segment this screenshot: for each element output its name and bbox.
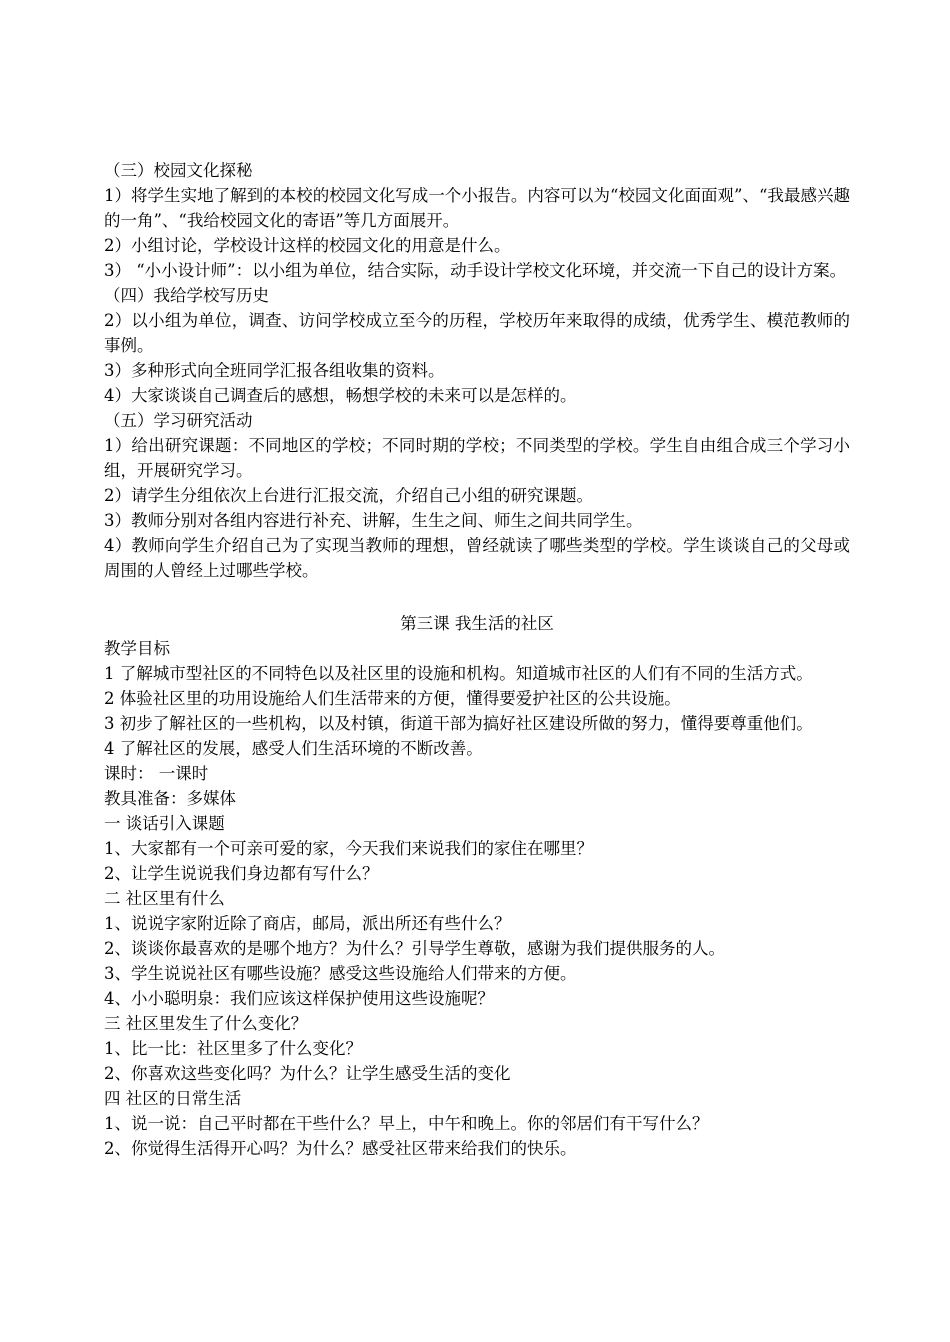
- paragraph-item: 1、比一比：社区里多了什么变化？: [104, 1039, 362, 1058]
- paragraph-item: 2、你喜欢这些变化吗？为什么？让学生感受生活的变化: [104, 1064, 511, 1083]
- heading-part-two: 二 社区里有什么: [104, 889, 225, 908]
- paragraph-item: 2）请学生分组依次上台进行汇报交流，介绍自己小组的研究课题。: [104, 486, 593, 505]
- paragraph-item: 4）教师向学生介绍自己为了实现当教师的理想，曾经就读了哪些类型的学校。学生谈谈自己的父母或周围的人曾经上过哪些学校。: [104, 536, 850, 580]
- heading-campus-culture: （三）校园文化探秘: [104, 161, 253, 180]
- lesson-title: 第三课 我生活的社区: [400, 614, 554, 633]
- heading-part-three: 三 社区里发生了什么变化？: [104, 1014, 308, 1033]
- document-page: [104, 158, 850, 1161]
- paragraph-item: 4）大家谈谈自己调查后的感想，畅想学校的未来可以是怎样的。: [104, 386, 577, 405]
- heading-research-activity: （五）学习研究活动: [104, 411, 253, 430]
- paragraph-item: 1 了解城市型社区的不同特色以及社区里的设施和机构。知道城市社区的人们有不同的生活方式。: [104, 664, 813, 683]
- heading-part-four: 四 社区的日常生活: [104, 1089, 242, 1108]
- heading-school-history: （四）我给学校写历史: [104, 286, 269, 305]
- paragraph-item: 1、大家都有一个可亲可爱的家，今天我们来说我们的家住在哪里？: [104, 839, 593, 858]
- paragraph-item: 4、小小聪明泉：我们应该这样保护使用这些设施呢？: [104, 989, 494, 1008]
- paragraph-item: 2）以小组为单位，调查、访问学校成立至今的历程，学校历年来取得的成绩，优秀学生、模范教师的事例。: [104, 311, 850, 355]
- section-spacer: [104, 583, 850, 611]
- paragraph-item: 4 了解社区的发展，感受人们生活环境的不断改善。: [104, 739, 483, 758]
- paragraph-item: 2）小组讨论，学校设计这样的校园文化的用意是什么。: [104, 236, 511, 255]
- paragraph-item: 3、学生说说社区有哪些设施？感受这些设施给人们带来的方便。: [104, 964, 577, 983]
- paragraph-item: 2 体验社区里的功用设施给人们生活带来的方便，懂得要爱护社区的公共设施。: [104, 689, 681, 708]
- paragraph-item: 3） “小小设计师”：以小组为单位，结合实际，动手设计学校文化环境，并交流一下自己的设计方案。: [104, 261, 847, 280]
- heading-teaching-goals: 教学目标: [104, 639, 170, 658]
- paragraph-item: 1、说一说：自己平时都在干些什么？早上，中午和晚上。你的邻居们有干写什么？: [104, 1114, 709, 1133]
- paragraph-item: 2、谈谈你最喜欢的是哪个地方？为什么？引导学生尊敬，感谢为我们提供服务的人。: [104, 939, 725, 958]
- paragraph-item: 1、说说字家附近除了商店，邮局，派出所还有些什么？: [104, 914, 511, 933]
- paragraph-item: 2、你觉得生活得开心吗？为什么？感受社区带来给我们的快乐。: [104, 1139, 577, 1158]
- paragraph-item: 1）将学生实地了解到的本校的校园文化写成一个小报告。内容可以为“校园文化面面观”、“我最感兴趣的一角”、“我给校园文化的寄语”等几方面展开。: [104, 186, 850, 230]
- paragraph-item: 3）多种形式向全班同学汇报各组收集的资料。: [104, 361, 445, 380]
- paragraph-item: 2、让学生说说我们身边都有写什么？: [104, 864, 379, 883]
- lesson-duration: 课时： 一课时: [104, 764, 209, 783]
- paragraph-item: 1）给出研究课题：不同地区的学校；不同时期的学校；不同类型的学校。学生自由组合成三个学习小组，开展研究学习。: [104, 436, 850, 480]
- paragraph-item: 3 初步了解社区的一些机构，以及村镇，街道干部为搞好社区建设所做的努力，懂得要尊重他们。: [104, 714, 813, 733]
- paragraph-item: 3）教师分别对各组内容进行补充、讲解，生生之间、师生之间共同学生。: [104, 511, 643, 530]
- teaching-materials: 教具准备：多媒体: [104, 789, 236, 808]
- heading-part-one: 一 谈话引入课题: [104, 814, 225, 833]
